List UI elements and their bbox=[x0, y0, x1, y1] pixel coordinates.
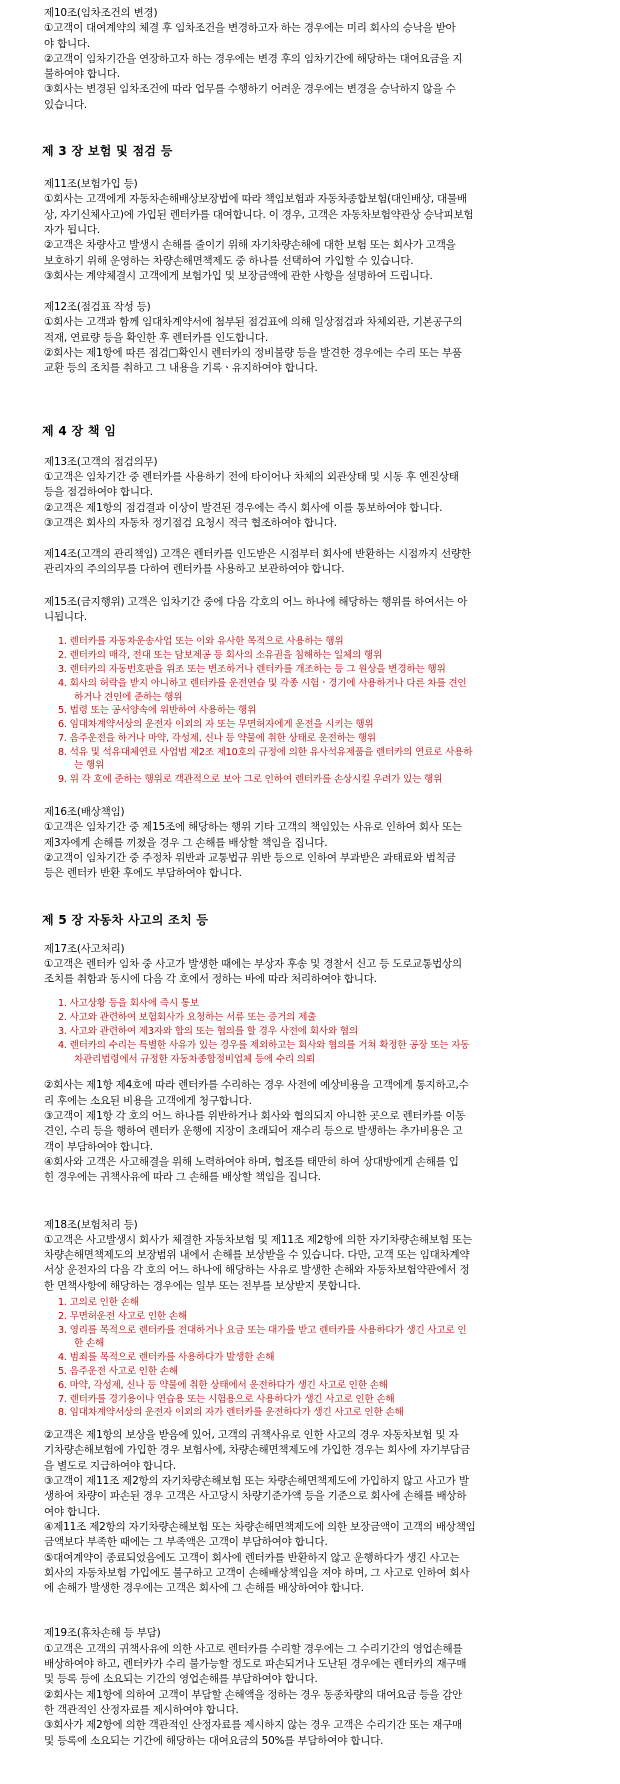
text-line: 을 별도로 지급하여야 합니다. bbox=[44, 1459, 176, 1472]
text-line: 및 등록 등에 소요되는 기간의 영업손해를 부담하여야 합니다. bbox=[44, 1673, 318, 1686]
text-line: 조치를 취함과 동시에 다음 각 호에서 정하는 바에 따라 처리하여야 합니다. bbox=[44, 973, 377, 986]
article-12-title: 제12조(점검표 작성 등) bbox=[44, 301, 151, 314]
text-line: 등을 점검하여야 합니다. bbox=[44, 486, 153, 499]
text-line: ②고객은 제1항의 점검결과 이상이 발견된 경우에는 즉시 회사에 이를 통보하여야 합니다. bbox=[44, 501, 443, 514]
text-line: 니됩니다. bbox=[44, 611, 87, 624]
text-line: 제3자에게 손해를 끼쳤을 경우 그 손해를 배상할 책임을 집니다. bbox=[44, 836, 328, 849]
text-line: 관리자의 주의의무를 다하여 렌터카를 사용하고 보관하여야 합니다. bbox=[44, 563, 345, 576]
text-line: 견인, 수리 등을 행하여 렌터카 운행에 지장이 초래되어 재수리 등으로 발생하는 추가비용은 고 bbox=[44, 1125, 463, 1138]
article-10 bbox=[44, 6, 592, 113]
text-line: ④제11조 제2항의 자기차량손해보험 또는 차량손해면책제도에 의한 보장금액이 고객의 배상책임 bbox=[44, 1520, 476, 1533]
text-line: 기차량손해보험에 가입한 경우 보험사에, 차량손해면책제도에 가입한 경우는 회사에 자기부담금 bbox=[44, 1444, 470, 1457]
text-line: ①회사는 고객에게 자동차손해배상보장법에 따라 책임보험과 자동차종합보험(대인배상, 대물배 bbox=[44, 193, 467, 206]
text-line: 불하여야 합니다. bbox=[44, 68, 120, 81]
text-line: ③회사는 계약체결시 고객에게 보험가입 및 보장금액에 관한 사항을 설명하여 드립니다. bbox=[44, 269, 433, 282]
text-line: 차량손해면책제도의 보장범위 내에서 손해를 보상받을 수 있습니다. 다만, 고객 또는 임대차계약 bbox=[44, 1249, 470, 1262]
text-line: ①고객은 사고발생시 회사가 체결한 자동차보험 및 제11조 제2항에 의한 자기차량손해보험 또는 bbox=[44, 1233, 472, 1246]
exclusion-list bbox=[44, 1296, 592, 1420]
list-item: 2. 사고와 관련하여 보험회사가 요청하는 서류 또는 증거의 제출 bbox=[58, 1012, 317, 1024]
chapter-4-heading: 제 4 장 책 임 bbox=[42, 423, 117, 438]
list-item: 4. 범죄를 목적으로 렌터카를 사용하다가 발생한 손해 bbox=[58, 1352, 275, 1364]
article-18-paragraphs bbox=[44, 1428, 592, 1596]
document-page bbox=[44, 6, 592, 1749]
chapter-5-heading: 제 5 장 자동차 사고의 조치 등 bbox=[42, 912, 209, 927]
article-15 bbox=[44, 595, 592, 787]
list-item: 1. 렌터카를 자동차운송사업 또는 이와 유사한 목적으로 사용하는 행위 bbox=[58, 636, 344, 648]
list-item: 7. 렌터카를 경기용이나 연습용 또는 시험용으로 사용하다가 생긴 사고로 인한 손해 bbox=[58, 1393, 395, 1405]
text-line: ④회사와 고객은 사고해결을 위해 노력하여야 하며, 협조를 태만히 하여 상대방에게 손해를 입 bbox=[44, 1155, 459, 1168]
text-line: ③회사가 제2항에 의한 객관적인 산정자료를 제시하지 않는 경우 고객은 수리기간 또는 재구매 bbox=[44, 1719, 463, 1732]
text-line: 적재, 연료량 등을 확인한 후 렌터카를 인도합니다. bbox=[44, 331, 268, 344]
text-line: ①고객은 임차기간 중 제15조에 해당하는 행위 기타 고객의 책임있는 사유로 인하여 회사 또는 bbox=[44, 821, 462, 834]
list-item: 8. 석유 및 석유대체연료 사업법 제2조 제10호의 규정에 의한 유사석유제품을 렌터카의 연료로 사용하 bbox=[58, 746, 473, 758]
text-line: ①고객은 고객의 귀책사유에 의한 사고로 렌터카를 수리할 경우에는 그 수리기간의 영업손해를 bbox=[44, 1642, 463, 1655]
list-item: 차관리법령에서 규정한 자동차종합정비업체 등에 수리 의뢰 bbox=[74, 1053, 315, 1065]
text-line: ①고객은 임차기간 중 렌터카를 사용하기 전에 타이어나 차체의 외관상태 및 시동 후 엔진상태 bbox=[44, 470, 459, 483]
list-item: 는 행위 bbox=[74, 760, 105, 772]
list-item: 2. 렌터카의 매각, 전대 또는 담보제공 등 회사의 소유권을 침해하는 일체의 행위 bbox=[58, 650, 383, 662]
text-line: 교환 등의 조치를 취하고 그 내용을 기록ㆍ유지하여야 합니다. bbox=[44, 362, 318, 375]
text-line: 자가 됩니다. bbox=[44, 223, 100, 236]
text-line: 힌 경우에는 귀책사유에 따라 그 손해를 배상할 책임을 집니다. bbox=[44, 1171, 321, 1184]
text-line: 에 손해가 발생한 경우에는 고객은 회사에 그 손해를 배상하여야 합니다. bbox=[44, 1582, 364, 1595]
text-line: ③회사는 변경된 임차조건에 따라 업무를 수행하기 어려운 경우에는 변경을 승낙하지 않을 수 bbox=[44, 83, 456, 96]
text-line: 등은 렌터카 반환 후에도 부담하여야 합니다. bbox=[44, 867, 242, 880]
text-line: ②회사는 제1항 제4호에 따라 렌터카를 수리하는 경우 사전에 예상비용을 고객에게 통지하고,수 bbox=[44, 1079, 469, 1092]
list-item: 1. 사고상황 등을 회사에 즉시 통보 bbox=[58, 998, 199, 1010]
list-item: 한 손해 bbox=[74, 1338, 105, 1350]
article-17-title: 제17조(사고처리) bbox=[44, 942, 125, 955]
list-item: 5. 음주운전 사고로 인한 손해 bbox=[58, 1365, 178, 1377]
text-line: 회사의 자동차보험 가입에도 불구하고 고객이 손해배상책임을 져야 하며, 그 사고로 인하여 회사 bbox=[44, 1566, 470, 1579]
text-line: 및 등록에 소요되는 기간에 해당하는 대여요금의 50%를 부담하여야 합니다. bbox=[44, 1734, 384, 1747]
text-line: ②고객은 차량사고 발생시 손해를 줄이기 위해 자기차량손해에 대한 보험 또는 회사가 고객을 bbox=[44, 239, 456, 252]
prohibited-acts-list bbox=[44, 635, 592, 787]
text-line: 있습니다. bbox=[44, 98, 87, 111]
list-item: 4. 회사의 허락을 받지 아니하고 렌터카를 운전연습 및 각종 시험ㆍ경기에 사용하거나 다른 차를 견인 bbox=[58, 677, 467, 689]
text-line: 제15조(금지행위) 고객은 임차기간 중에 다음 각호의 어느 하나에 해당하는 행위를 하여서는 아 bbox=[44, 595, 468, 608]
text-line: ②고객이 임차기간 중 주정차 위반과 교통법규 위반 등으로 인하여 부과받은 과태료와 범칙금 bbox=[44, 851, 456, 864]
text-line: ②고객이 임차기간을 연장하고자 하는 경우에는 변경 후의 임차기간에 해당하는 대여요금을 지 bbox=[44, 52, 463, 65]
text-line: 야 합니다. bbox=[44, 37, 91, 50]
list-item: 3. 사고와 관련하여 제3자와 합의 또는 협의를 할 경우 사전에 회사와 협의 bbox=[58, 1026, 358, 1038]
text-line: ⑤대여계약이 종료되었음에도 고객이 회사에 렌터카를 반환하지 않고 운행하다가 생긴 사고는 bbox=[44, 1551, 460, 1564]
text-line: ③고객이 제1항 각 호의 어느 하나를 위반하거나 회사와 협의되지 아니한 곳으로 렌터카를 이동 bbox=[44, 1110, 466, 1123]
article-19 bbox=[44, 1626, 592, 1748]
text-line: ②회사는 제1항에 의하여 고객이 부담할 손해액을 정하는 경우 동종차량의 대여요금 등을 감안 bbox=[44, 1688, 463, 1701]
article-14 bbox=[44, 547, 592, 578]
text-line: 한 객관적인 산정자료를 제시하여야 합니다. bbox=[44, 1703, 239, 1716]
text-line: 제14조(고객의 관리책임) 고객은 렌터카를 인도받은 시점부터 회사에 반환하는 시점까지 선량한 bbox=[44, 548, 471, 561]
list-item: 3. 렌터카의 자동번호판을 위조 또는 변조하거나 렌터카를 개조하는 등 그 원상을 변경하는 행위 bbox=[58, 663, 446, 675]
article-18 bbox=[44, 1218, 592, 1597]
article-19-title: 제19조(휴차손해 등 부담) bbox=[44, 1627, 161, 1640]
text-line: 여야 합니다. bbox=[44, 1505, 100, 1518]
article-17 bbox=[44, 942, 592, 1186]
text-line: ①고객은 렌터카 임차 중 사고가 발생한 때에는 부상자 후송 및 경찰서 신고 등 도로교통법상의 bbox=[44, 957, 462, 970]
list-item: 2. 무면허운전 사고로 인한 손해 bbox=[58, 1310, 187, 1322]
list-item: 6. 임대차계약서상의 운전자 이외의 자 또는 무면허자에게 운전을 시키는 행위 bbox=[58, 719, 374, 731]
accident-steps-list bbox=[44, 997, 592, 1066]
text-line: 생하여 차량이 파손된 경우 고객은 사고당시 차량기준가액 등을 기준으로 회사에 손해를 배상하 bbox=[44, 1490, 467, 1503]
text-line: 보호하기 위해 운영하는 차량손해면책제도 중 하나를 선택하여 가입할 수 있습니다. bbox=[44, 254, 414, 267]
article-10-title: 제10조(임차조건의 변경) bbox=[44, 7, 158, 19]
article-13-title: 제13조(고객의 점검의무) bbox=[44, 455, 158, 468]
text-line: ②고객은 제1항의 보상을 받음에 있어, 고객의 귀책사유로 인한 사고의 경우 자동차보험 및 자 bbox=[44, 1429, 459, 1442]
article-16 bbox=[44, 805, 592, 881]
text-line: 리 후에는 소요된 비용을 고객에게 청구합니다. bbox=[44, 1094, 252, 1107]
list-item: 9. 위 각 호에 준하는 행위로 객관적으로 보아 그로 인하여 렌터카를 손상시킬 우려가 있는 행위 bbox=[58, 774, 443, 786]
text-line: ③고객이 제11조 제2항의 자기차량손해보험 또는 차량손해면책제도에 가입하지 않고 사고가 발 bbox=[44, 1475, 469, 1488]
text-line: 한 면책사항에 해당하는 경우에는 일부 또는 전부를 보상받지 못합니다. bbox=[44, 1279, 361, 1292]
text-line: 배상하여야 하고, 렌터카가 수리 불가능할 정도로 파손되거나 도난된 경우에는 렌터카의 재구매 bbox=[44, 1658, 467, 1671]
list-item: 하거나 견인에 준하는 행위 bbox=[74, 691, 183, 703]
text-line: 금액보다 부족한 때에는 그 부족액은 고객이 부담하여야 합니다. bbox=[44, 1536, 328, 1549]
list-item: 6. 마약, 각성제, 신나 등 약물에 취한 상태에서 운전하다가 생긴 사고로 인한 손해 bbox=[58, 1379, 388, 1391]
article-11 bbox=[44, 177, 592, 284]
article-11-title: 제11조(보험가입 등) bbox=[44, 178, 138, 191]
text-line: 객이 부담하여야 합니다. bbox=[44, 1140, 153, 1153]
text-line: 상, 자기신체사고)에 가입된 렌터카를 대여합니다. 이 경우, 고객은 자동차보험약관상 승낙피보험 bbox=[44, 208, 474, 221]
chapter-3-heading: 제 3 장 보험 및 점검 등 bbox=[42, 144, 173, 159]
list-item: 3. 영리를 목적으로 렌터카를 전대하거나 요금 또는 대가를 받고 렌터카를 사용하다가 생긴 사고로 인 bbox=[58, 1324, 467, 1336]
text-line: ①회사는 고객과 함께 임대차계약서에 첨부된 점검표에 의해 일상점검과 차체외관, 기본공구의 bbox=[44, 316, 463, 329]
text-line: ①고객이 대여계약의 체결 후 임차조건을 변경하고자 하는 경우에는 미리 회사의 승낙을 받아 bbox=[44, 22, 456, 35]
list-item: 1. 고의로 인한 손해 bbox=[58, 1297, 139, 1308]
article-12 bbox=[44, 300, 592, 376]
text-line: ③고객은 회사의 자동차 정기점검 요청시 적극 협조하여야 합니다. bbox=[44, 516, 337, 529]
article-17-paragraphs bbox=[44, 1078, 592, 1185]
list-item: 7. 음주운전을 하거나 마약, 각성제, 신나 등 약물에 취한 상태로 운전하는 행위 bbox=[58, 732, 376, 744]
text-line: ②회사는 제1항에 따른 점검□확인시 렌터카의 정비불량 등을 발견한 경우에는 수리 또는 부품 bbox=[44, 347, 462, 360]
text-line: 서상 운전자의 다음 각 호의 어느 하나에 해당하는 사유로 발생한 손해와 자동차보험약관에서 정 bbox=[44, 1264, 470, 1277]
list-item: 4. 렌터카의 수리는 특별한 사유가 있는 경우를 제외하고는 회사와 협의를 거쳐 확정한 공장 또는 자동 bbox=[58, 1039, 470, 1051]
list-item: 5. 법령 또는 공서양속에 위반하여 사용하는 행위 bbox=[58, 705, 257, 717]
article-18-title: 제18조(보험처리 등) bbox=[44, 1218, 138, 1231]
article-13 bbox=[44, 455, 592, 531]
article-16-title: 제16조(배상책임) bbox=[44, 806, 125, 819]
list-item: 8. 임대차계약서상의 운전자 이외의 자가 렌터카를 운전하다가 생긴 사고로 인한 손해 bbox=[58, 1407, 404, 1419]
